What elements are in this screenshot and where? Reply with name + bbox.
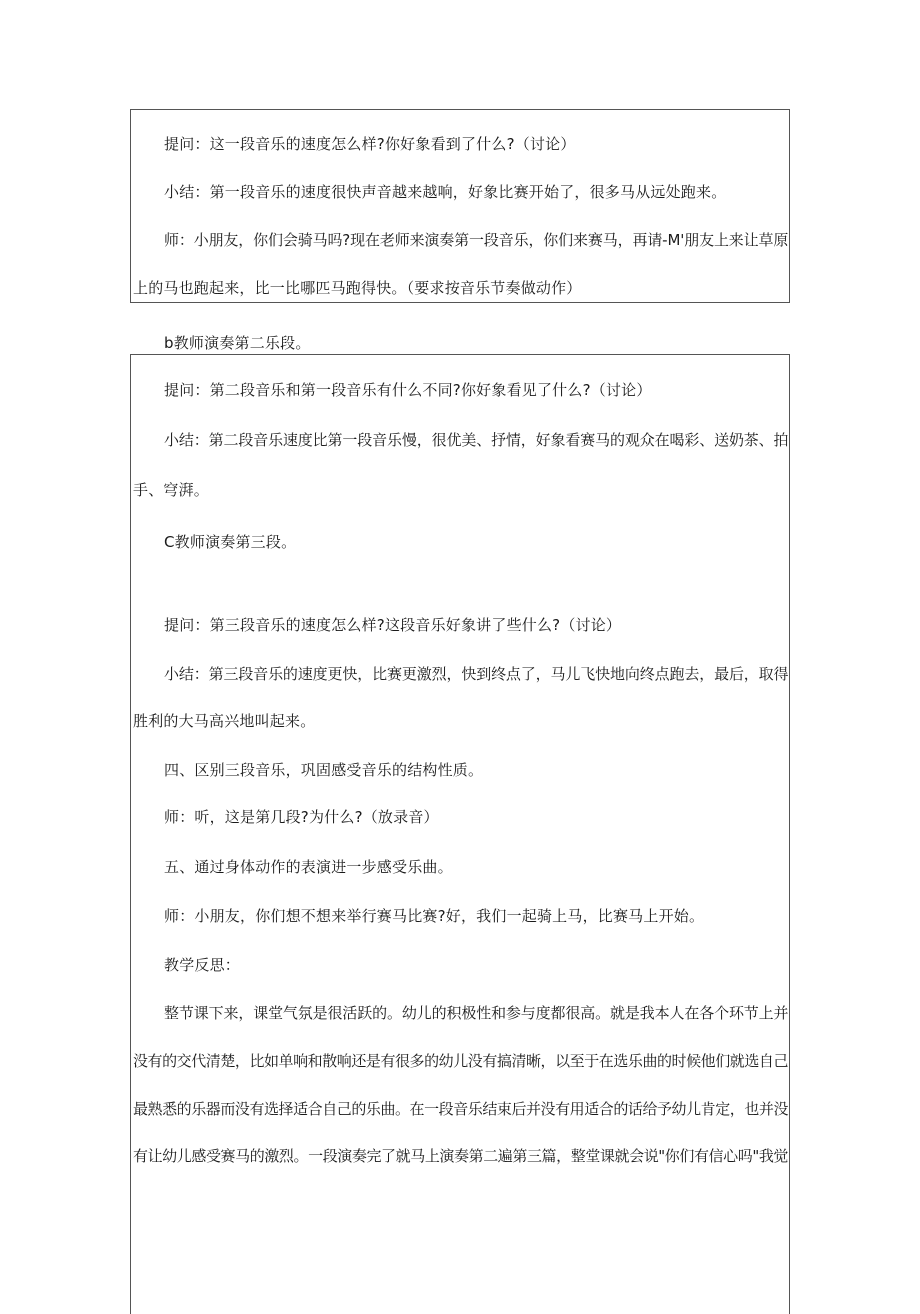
section-b-heading: b教师演奏第二乐段。: [164, 334, 311, 352]
reflection-line-1: 整节课下来，课堂气氛是很活跃的。幼儿的积极性和参与度都很高。就是我本人在各个环节上并: [164, 1004, 789, 1022]
reflection-heading: 教学反思：: [164, 956, 241, 974]
paragraph-summary-2-cont: 手、穹湃。: [133, 481, 210, 499]
paragraph-summary-3-cont: 胜利的大马高兴地叫起来。: [133, 712, 316, 730]
paragraph-summary-3: 小结：第三段音乐的速度更快，比赛更激烈，快到终点了，马儿飞快地向终点跑去，最后，取得: [164, 665, 789, 683]
paragraph-summary-1: 小结：第一段音乐的速度很快声音越来越响，好象比赛开始了，很多马从远处跑来。: [164, 183, 727, 201]
paragraph-teacher-race: 师：小朋友，你们想不想来举行赛马比赛?好，我们一起骑上马，比赛马上开始。: [164, 907, 705, 925]
paragraph-teacher-1-cont: 上的马也跑起来，比一比哪匹马跑得快。（要求按音乐节奏做动作）: [133, 279, 582, 297]
section-five-heading: 五、通过身体动作的表演进一步感受乐曲。: [164, 858, 453, 876]
paragraph-question-3: 提问：第三段音乐的速度怎么样?这段音乐好象讲了些什么?（讨论）: [164, 616, 622, 634]
table-cell-bottom: [130, 354, 790, 1314]
paragraph-question-2: 提问：第二段音乐和第一段音乐有什么不同?你好象看见了什么?（讨论）: [164, 381, 652, 399]
reflection-line-3: 最熟悉的乐器而没有选择适合自己的乐曲。在一段音乐结束后并没有用适合的话给予幼儿肯定，也并没: [133, 1100, 789, 1118]
paragraph-teacher-1: 师：小朋友，你们会骑马吗?现在老师来演奏第一段音乐，你们来赛马，再请-M'朋友上来让草原: [164, 231, 789, 249]
reflection-line-4: 有让幼儿感受赛马的激烈。一段演奏完了就马上演奏第二遍第三篇，整堂课就会说"你们有信心吗"我觉: [133, 1147, 789, 1165]
section-c-heading: C教师演奏第三段。: [164, 533, 297, 551]
paragraph-summary-2: 小结：第二段音乐速度比第一段音乐慢，很优美、抒情，好象看赛马的观众在喝彩、送奶茶、拍: [164, 431, 789, 449]
reflection-line-2: 没有的交代清楚，比如单响和散响还是有很多的幼儿没有搞清晰，以至于在选乐曲的时候他们就选自己: [133, 1052, 789, 1070]
section-four-heading: 四、区别三段音乐，巩固感受音乐的结构性质。: [164, 761, 484, 779]
paragraph-question-1: 提问：这一段音乐的速度怎么样?你好象看到了什么?（讨论）: [164, 135, 576, 153]
paragraph-teacher-listen: 师：听，这是第几段?为什么?（放录音）: [164, 808, 439, 826]
